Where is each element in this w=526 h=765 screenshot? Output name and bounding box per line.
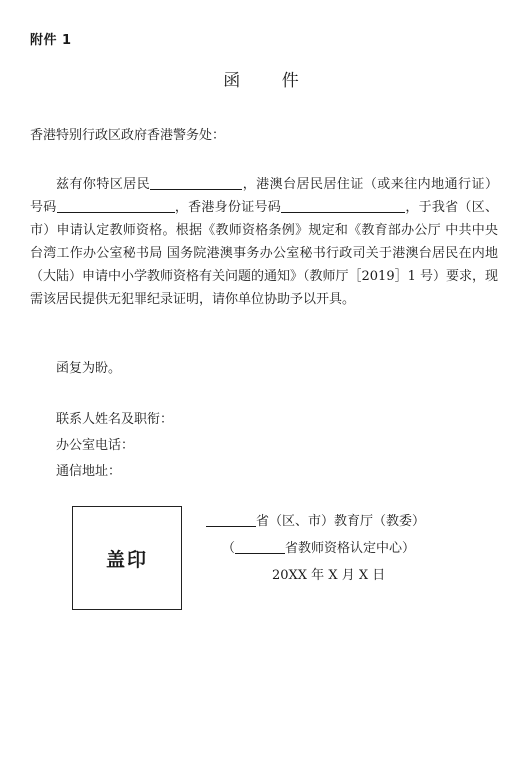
body-text-c: ，香港身份证号码 [174, 200, 282, 215]
hkid-number-blank [281, 198, 405, 213]
annex-label: 附件 1 [30, 33, 72, 48]
body-text-b: ，港澳台居民居住证（或来往内地通行证）号码 [30, 177, 498, 215]
contact-block [56, 407, 173, 485]
contact-address: 通信地址： [56, 464, 122, 479]
closing-line: 函复为盼。 [56, 361, 122, 376]
seal-box [72, 506, 182, 610]
signature-issuer-line [200, 508, 500, 535]
center-open-paren: （ [222, 541, 236, 556]
permit-number-blank [57, 198, 175, 213]
resident-name-blank [150, 175, 242, 190]
document-title: 函 件 [223, 71, 317, 91]
signature-date: 20XX 年 X 月 X 日 [272, 568, 386, 583]
body-text-a: 兹有你特区居民 [56, 177, 151, 192]
body-paragraph [30, 173, 498, 311]
contact-name-title: 联系人姓名及职衔： [56, 412, 174, 427]
signature-center-line [200, 535, 500, 562]
body-text-d: ，于我省（区、市）申请认定教师资格。根据《教师资格条例》规定和《教育部办公厅 中共中央台湾工作办公室秘书局 国务院港澳事务办公室秘书行政司关于港澳台居民在内地（大陆）申请中小学教师资格有关问题的通知》（教师厅［2019］1 号）要求，现需该居民提供无犯罪纪录证明，请你单位协助予以开具。 [30, 200, 498, 307]
signature-block [200, 508, 500, 589]
seal-label: 盖印 [105, 548, 148, 571]
addressee: 香港特别行政区政府香港警务处： [30, 128, 226, 143]
center-text: 省教师资格认定中心） [285, 541, 416, 556]
contact-phone: 办公室电话： [56, 438, 135, 453]
letter-body [30, 173, 498, 311]
center-province-blank [235, 539, 285, 554]
province-blank [206, 512, 256, 527]
issuer-text: 省（区、市）教育厅（教委） [256, 514, 426, 529]
